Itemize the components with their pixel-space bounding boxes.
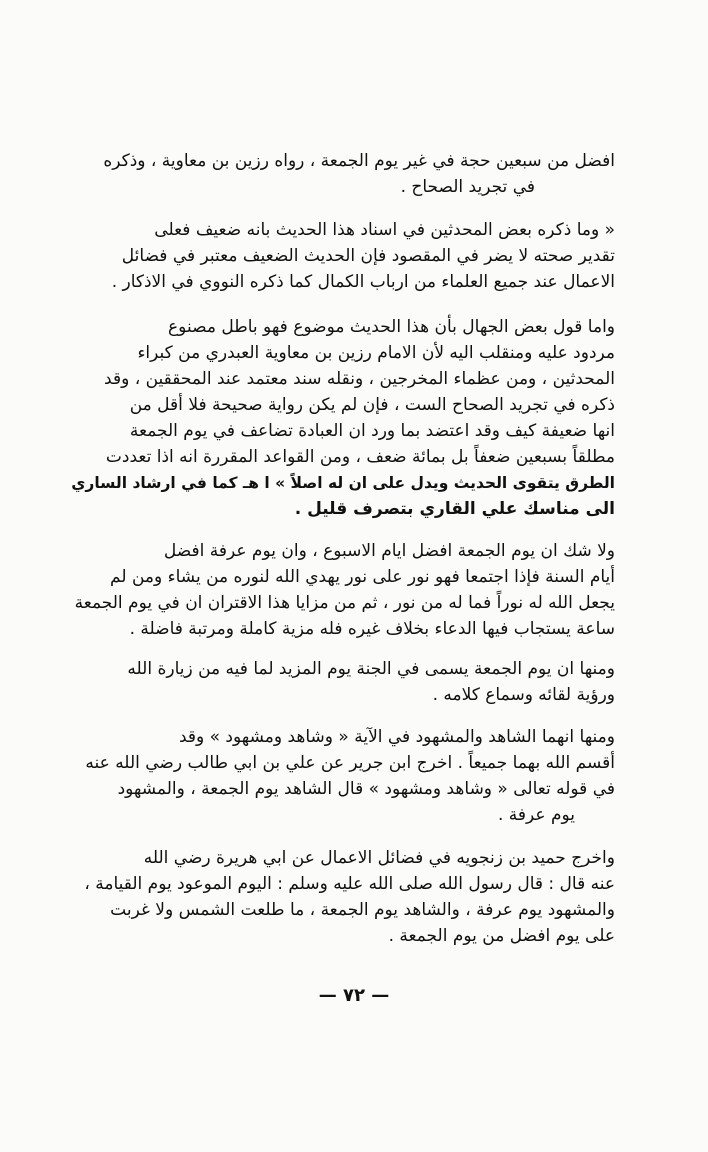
text-line: أقسم الله بهما جميعاً . اخرج ابن جرير عن علي بن ابي طالب رضي الله عنه bbox=[85, 753, 615, 773]
text-line: ورؤية لقائه وسماع كلامه . bbox=[432, 685, 615, 705]
paragraph-5 bbox=[60, 656, 615, 708]
text-line: الى مناسك علي القاري بتصرف قليل . bbox=[294, 499, 615, 519]
paragraph-7 bbox=[60, 845, 615, 949]
text-line: الاعمال عند جميع العلماء من ارباب الكمال كما ذكره النووي في الاذكار . bbox=[111, 272, 615, 292]
text-line: مطلقاً بسبعين ضعفاً بل بمائة ضعف ، ومن القواعد المقررة انه اذا تعددت bbox=[105, 447, 615, 467]
paragraph-4 bbox=[60, 538, 615, 642]
text-line: واما قول بعض الجهال بأن هذا الحديث موضوع فهو باطل مصنوع bbox=[168, 317, 615, 337]
text-line: « وما ذكره بعض المحدثين في اسناد هذا الحديث بانه ضعيف فعلى bbox=[154, 220, 615, 240]
text-line: في تجريد الصحاح . bbox=[400, 177, 535, 197]
page-number: — ٧٢ — bbox=[318, 985, 390, 1006]
text-line: على يوم افضل من يوم الجمعة . bbox=[388, 926, 615, 946]
text-line: أيام السنة فإذا اجتمعا فهو نور على نور يهدي الله لنوره من يشاء ومن لم bbox=[110, 567, 615, 587]
text-line: افضل من سبعين حجة في غير يوم الجمعة ، رواه رزين بن معاوية ، وذكره bbox=[103, 151, 615, 171]
paragraph-6 bbox=[60, 724, 615, 828]
text-line: يجعل الله له نوراً فما له من نور ، ثم من مزايا هذا الاقتران ان في يوم الجمعة bbox=[74, 593, 615, 613]
paragraph-3 bbox=[60, 314, 615, 522]
text-line: المحدثين ، ومن عظماء المخرجين ، ونقله سند معتمد عند المحققين ، وقد bbox=[104, 369, 615, 389]
paragraph-2 bbox=[60, 217, 615, 295]
text-line: عنه قال : قال رسول الله صلى الله عليه وسلم : اليوم الموعود يوم القيامة ، bbox=[84, 874, 615, 894]
text-line: مردود عليه ومنقلب اليه لأن الامام رزين بن معاوية العبدري من كبراء bbox=[137, 343, 615, 363]
text-line: واخرج حميد بن زنجويه في فضائل الاعمال عن ابي هريرة رضي الله bbox=[143, 848, 615, 868]
text-line: يوم عرفة . bbox=[497, 805, 575, 825]
text-line: ذكره في تجريد الصحاح الست ، فإن لم يكن رواية صحيحة فلا أقل من bbox=[129, 395, 615, 415]
text-line: الطرق يتقوى الحديث ويدل على ان له اصلاً » ا هـ كما في ارشاد الساري bbox=[71, 474, 615, 492]
text-line: ومنها ان يوم الجمعة يسمى في الجنة يوم المزيد لما فيه من زيارة الله bbox=[127, 659, 615, 679]
text-line: ومنها انهما الشاهد والمشهود في الآية « وشاهد ومشهود » وقد bbox=[178, 727, 615, 747]
paragraph-1 bbox=[60, 148, 615, 200]
text-line: ساعة يستجاب فيها الدعاء بخلاف غيره فله مزية كاملة ومرتبة فاضلة . bbox=[129, 619, 615, 639]
text-line: تقدير صحته لا يضر في المقصود فإن الحديث الضعيف معتبر في فضائل bbox=[121, 246, 615, 266]
text-line: والمشهود يوم عرفة ، والشاهد يوم الجمعة ، ما طلعت الشمس ولا غربت bbox=[110, 900, 615, 920]
text-line: في قوله تعالى « وشاهد ومشهود » قال الشاهد يوم الجمعة ، والمشهود bbox=[117, 779, 615, 799]
text-line: ولا شك ان يوم الجمعة افضل ايام الاسبوع ، وان يوم عرفة افضل bbox=[163, 541, 615, 561]
text-line: انها ضعيفة كيف وقد اعتضد بما ورد ان العبادة تضاعف في يوم الجمعة bbox=[129, 421, 615, 441]
